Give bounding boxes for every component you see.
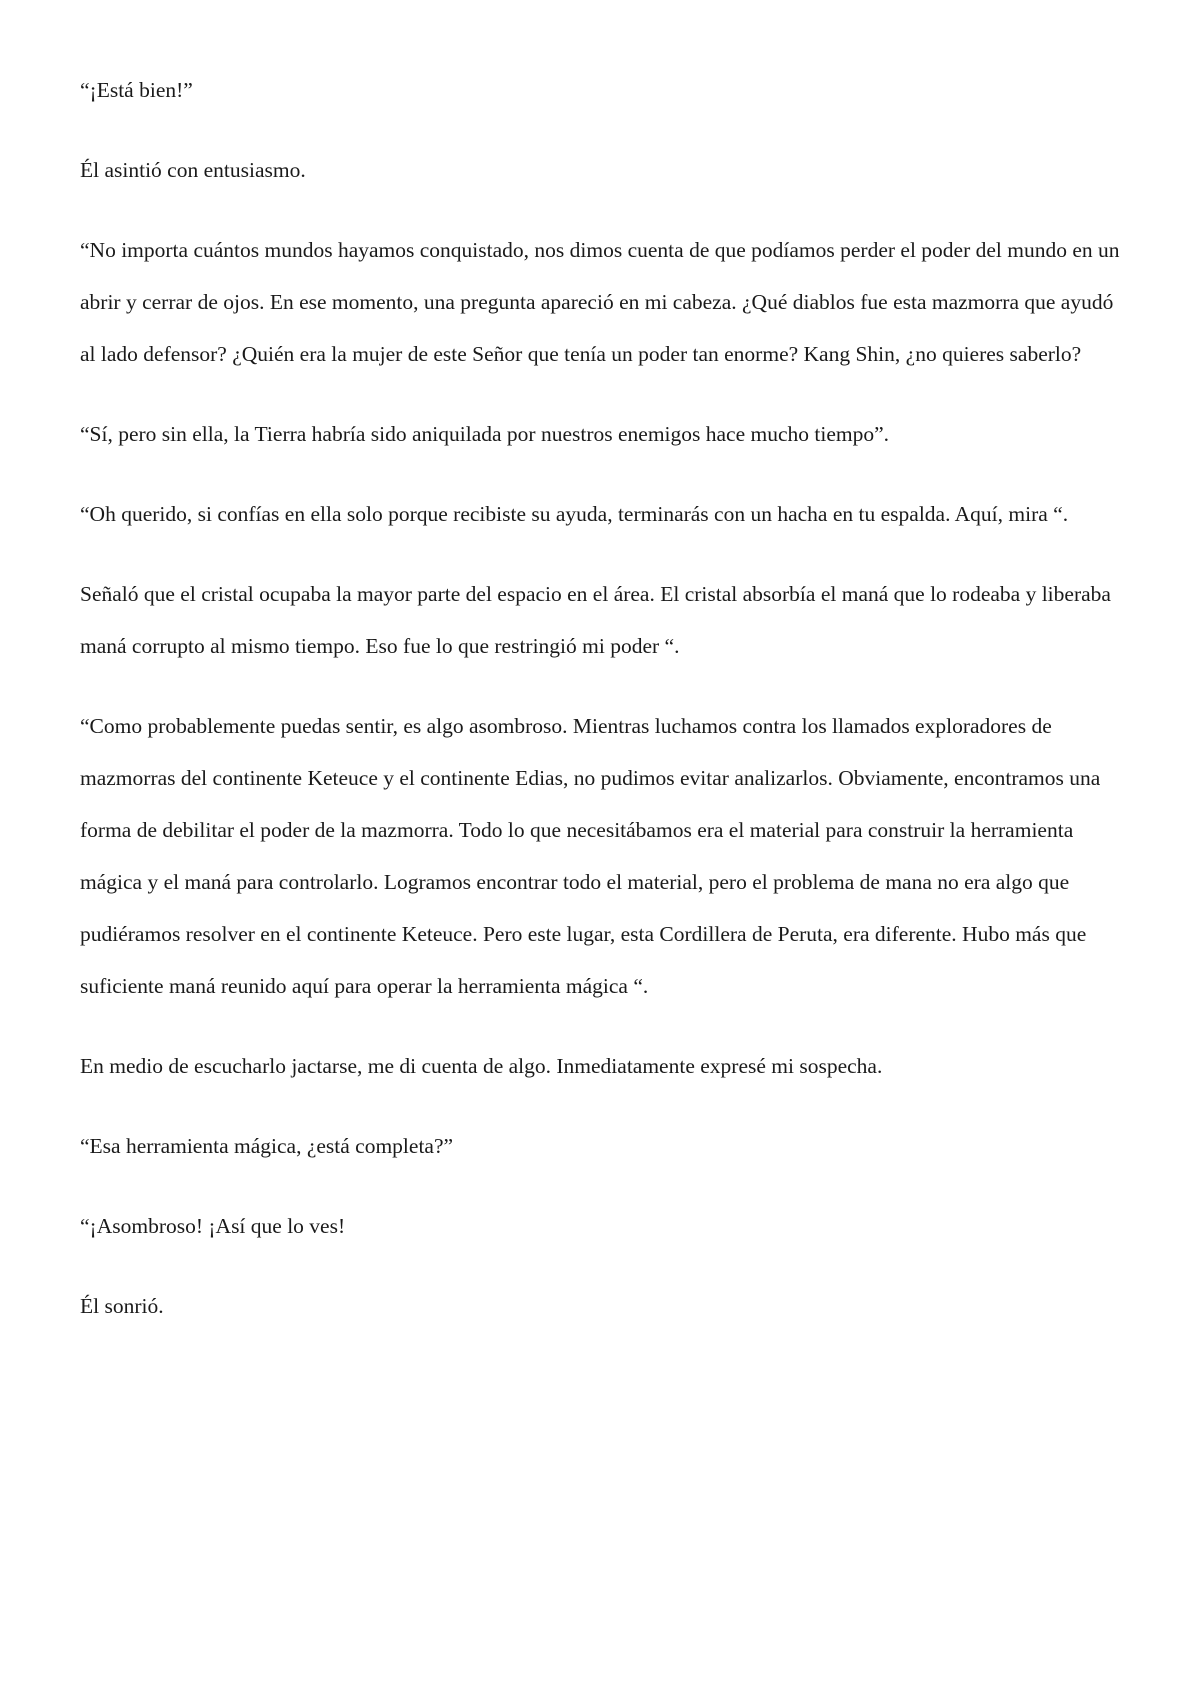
paragraph-5: “Oh querido, si confías en ella solo porque recibiste su ayuda, terminarás con un hacha en tu espalda. Aquí, mira “. bbox=[80, 502, 1069, 526]
paragraph-1: “¡Está bien!” bbox=[80, 78, 193, 102]
paragraph-8: En medio de escucharlo jactarse, me di cuenta de algo. Inmediatamente expresé mi sospecha. bbox=[80, 1054, 883, 1078]
paragraph-4: “Sí, pero sin ella, la Tierra habría sido aniquilada por nuestros enemigos hace mucho tiempo”. bbox=[80, 422, 890, 446]
paragraph-10: “¡Asombroso! ¡Así que lo ves! bbox=[80, 1214, 346, 1238]
paragraph-3: “No importa cuántos mundos hayamos conquistado, nos dimos cuenta de que podíamos perder el poder del mundo en un abrir y cerrar de ojos. En ese momento, una pregunta apareció en mi cabeza. ¿Qué diablos fue esta mazmorra que ayudó al lado defensor? ¿Quién era la mujer de este Señor que tenía un poder tan enorme? Kang Shin, ¿no quieres saberlo? bbox=[80, 238, 1120, 366]
paragraph-7: “Como probablemente puedas sentir, es algo asombroso. Mientras luchamos contra los llamados exploradores de mazmorras del continente Keteuce y el continente Edias, no pudimos evitar analizarlos. Obviamente, encontramos una forma de debilitar el poder de la mazmorra. Todo lo que necesitábamos era el material para construir la herramienta mágica y el maná para controlarlo. Logramos encontrar todo el material, pero el problema de mana no era algo que pudiéramos resolver en el continente Keteuce. Pero este lugar, esta Cordillera de Peruta, era diferente. Hubo más que suficiente maná reunido aquí para operar la herramienta mágica “. bbox=[80, 714, 1101, 998]
document-page bbox=[80, 64, 1120, 1360]
paragraph-11: Él sonrió. bbox=[80, 1294, 164, 1318]
paragraph-6: Señaló que el cristal ocupaba la mayor parte del espacio en el área. El cristal absorbía el maná que lo rodeaba y liberaba maná corrupto al mismo tiempo. Eso fue lo que restringió mi poder “. bbox=[80, 582, 1111, 658]
paragraph-2: Él asintió con entusiasmo. bbox=[80, 158, 306, 182]
paragraph-9: “Esa herramienta mágica, ¿está completa?” bbox=[80, 1134, 454, 1158]
